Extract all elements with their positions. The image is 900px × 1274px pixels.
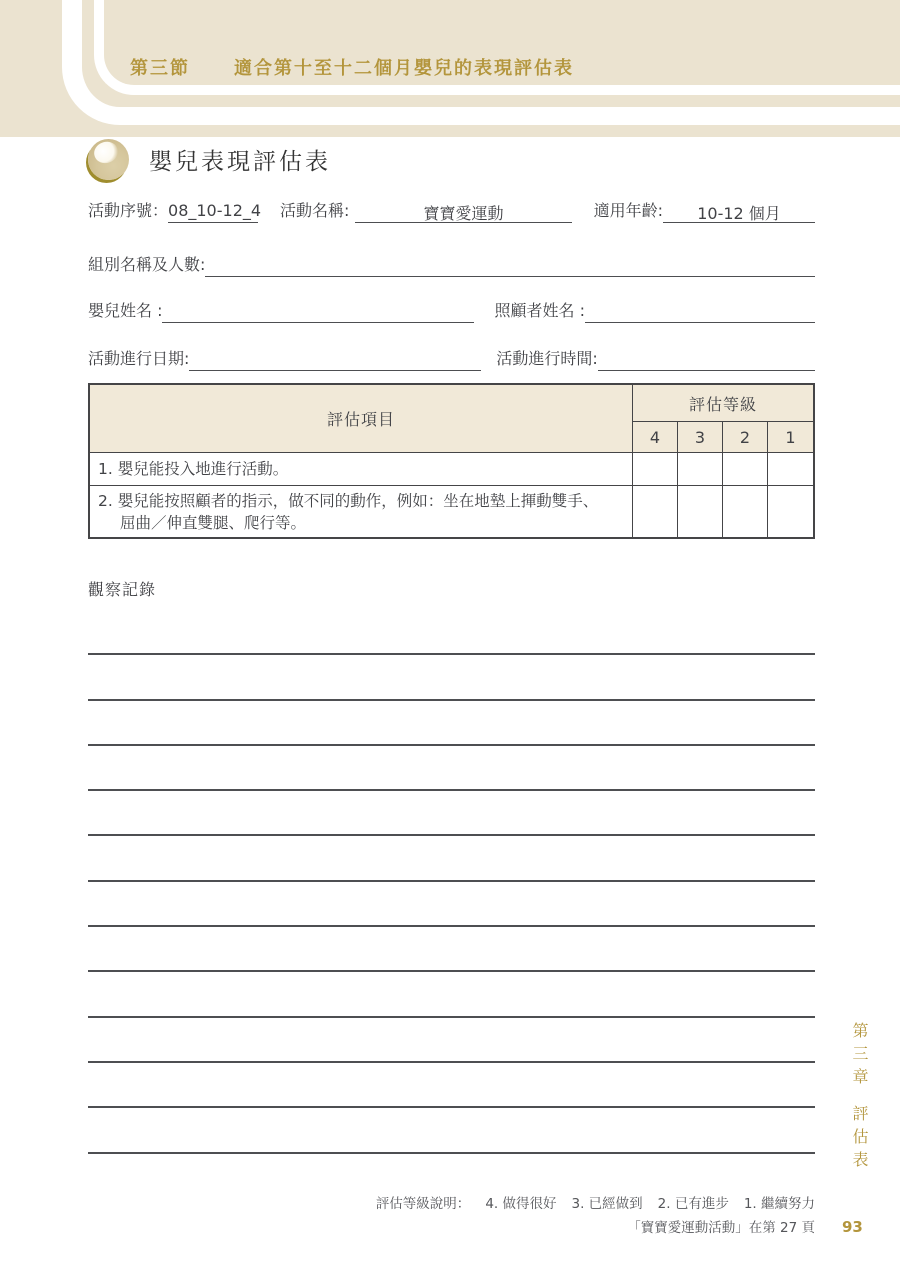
writing-line bbox=[88, 927, 815, 972]
writing-line bbox=[88, 701, 815, 746]
names-row bbox=[88, 298, 815, 323]
table-row bbox=[90, 452, 813, 485]
writing-line bbox=[88, 791, 815, 836]
rating-cell bbox=[633, 486, 678, 537]
group-row bbox=[88, 252, 815, 277]
writing-line bbox=[88, 610, 815, 655]
rating-cell bbox=[768, 486, 813, 537]
infant-name-field bbox=[162, 301, 474, 323]
table-header bbox=[90, 385, 813, 452]
activity-no-label: 活動序號： bbox=[88, 201, 169, 220]
activity-name-label: 活動名稱: bbox=[280, 201, 350, 220]
chapter-number: 第三章 bbox=[850, 1022, 869, 1091]
legend-label: 評估等級說明： bbox=[375, 1196, 471, 1212]
rating-cell bbox=[633, 453, 678, 485]
legend-item: 4. 做得很好 bbox=[485, 1196, 557, 1212]
time-label: 活動進行時間: bbox=[496, 349, 598, 368]
ruled-lines bbox=[88, 610, 815, 1154]
activity-no-field: 08_10-12_4 bbox=[168, 201, 258, 223]
date-label: 活動進行日期: bbox=[88, 349, 190, 368]
rating-header-group bbox=[633, 385, 813, 452]
writing-line bbox=[88, 882, 815, 927]
item-text-line: 1. 嬰兒能投入地進行活動。 bbox=[98, 459, 289, 478]
group-field bbox=[205, 255, 815, 277]
page-title: 嬰兒表現評估表 bbox=[149, 149, 331, 175]
legend-item: 3. 已經做到 bbox=[571, 1196, 643, 1212]
group-label: 組別名稱及人數: bbox=[88, 255, 206, 274]
rating-cell bbox=[723, 453, 768, 485]
activity-name-field: 寶寶愛運動 bbox=[355, 201, 571, 223]
infant-name-label: 嬰兒姓名 : bbox=[88, 301, 163, 320]
age-label: 適用年齡: bbox=[593, 201, 663, 220]
age-field: 10-12 個月 bbox=[663, 201, 815, 223]
item-text bbox=[90, 453, 633, 485]
caregiver-field bbox=[585, 301, 815, 323]
writing-line bbox=[88, 972, 815, 1017]
table-row bbox=[90, 485, 813, 537]
activity-reference: 「寶寶愛運動活動」在第 27 頁 bbox=[627, 1220, 815, 1236]
time-field bbox=[598, 349, 815, 371]
rating-level-1: 1 bbox=[785, 427, 796, 447]
item-text-line: 2. 嬰兒能按照顧者的指示，做不同的動作，例如：坐在地墊上揮動雙手、 bbox=[98, 492, 599, 510]
writing-line bbox=[88, 1108, 815, 1153]
rating-cell bbox=[768, 453, 813, 485]
section-number: 第三節 bbox=[130, 58, 190, 79]
assessment-table bbox=[88, 383, 815, 539]
writing-line bbox=[88, 1063, 815, 1108]
header-band bbox=[0, 0, 900, 137]
rating-header-cell: 評估等級 bbox=[633, 385, 813, 422]
chapter-side-tab bbox=[848, 1022, 871, 1174]
rating-cell bbox=[678, 486, 723, 537]
pearl-icon bbox=[88, 139, 129, 180]
writing-line bbox=[88, 655, 815, 700]
sidebar-spacer bbox=[859, 1091, 860, 1105]
item-header-cell: 評估項目 bbox=[90, 385, 633, 452]
activity-info-row bbox=[88, 198, 815, 223]
section-header bbox=[130, 54, 574, 80]
writing-line bbox=[88, 746, 815, 791]
decorative-corner-stripe-inner bbox=[94, 0, 900, 95]
rating-cells bbox=[633, 453, 813, 485]
caregiver-label: 照顧者姓名 : bbox=[494, 301, 585, 320]
legend-item: 2. 已有進步 bbox=[657, 1196, 729, 1212]
rating-cell bbox=[678, 453, 723, 485]
rating-legend bbox=[376, 1192, 815, 1212]
observation-label: 觀察記錄 bbox=[88, 580, 157, 599]
datetime-row bbox=[88, 346, 815, 371]
item-text-line: 屈曲／伸直雙腿、爬行等。 bbox=[120, 514, 307, 533]
item-text bbox=[90, 486, 633, 537]
page-number: 93 bbox=[842, 1218, 863, 1236]
rating-level-4: 4 bbox=[633, 422, 678, 452]
rating-cells bbox=[633, 486, 813, 537]
rating-level-3: 3 bbox=[678, 422, 723, 452]
rating-cell bbox=[723, 486, 768, 537]
rating-levels-row bbox=[633, 422, 813, 452]
rating-level-2: 2 bbox=[723, 422, 768, 452]
chapter-label: 評估表 bbox=[850, 1105, 869, 1174]
writing-line bbox=[88, 836, 815, 881]
legend-item: 1. 繼續努力 bbox=[743, 1196, 815, 1212]
section-title: 適合第十至十二個月嬰兒的表現評估表 bbox=[234, 58, 574, 79]
date-field bbox=[189, 349, 481, 371]
writing-line bbox=[88, 1018, 815, 1063]
title-row bbox=[88, 139, 331, 180]
